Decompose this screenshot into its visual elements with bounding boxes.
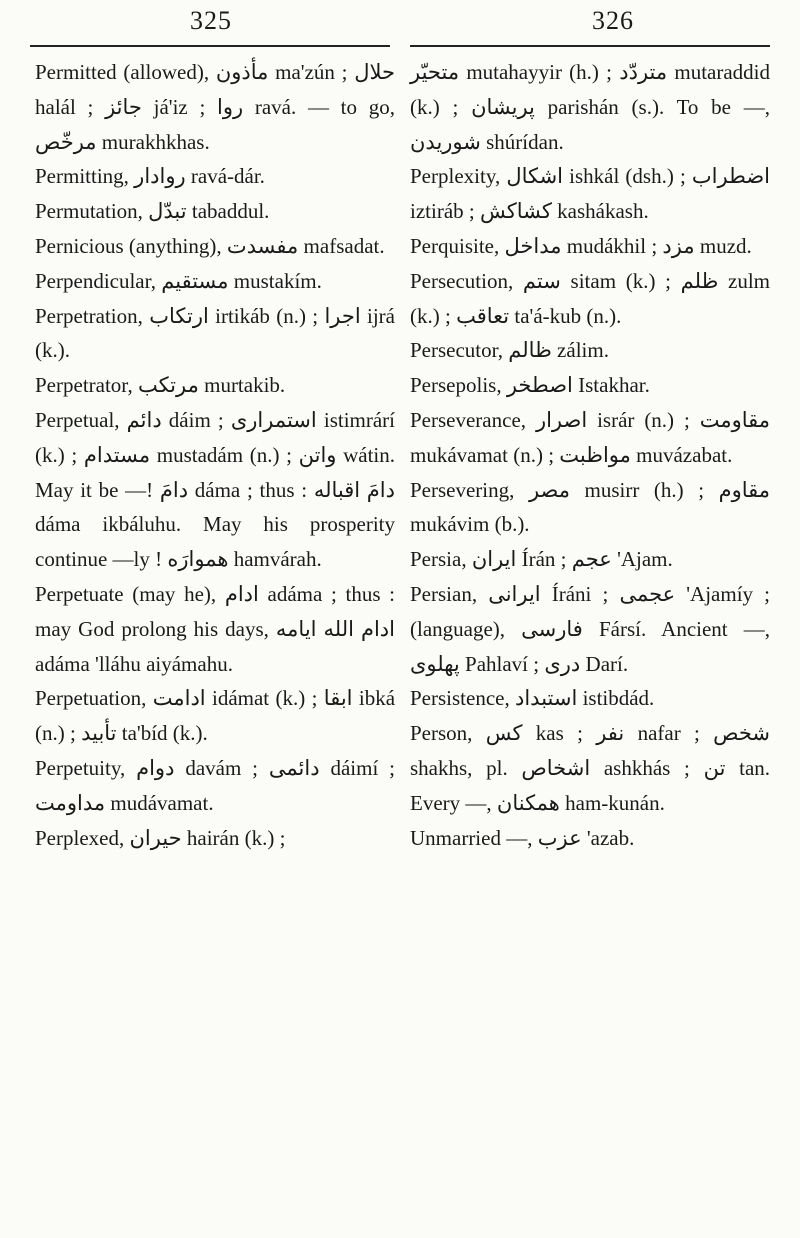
entry: Perplexed, حيران hairán (k.) ; bbox=[35, 825, 286, 850]
entry: Pernicious (anything), مفسدت mafsadat. bbox=[35, 233, 385, 258]
entry: Perpetrator, مرتكب murtakib. bbox=[35, 373, 286, 398]
entry: Permitting, روادار ravá-dár. bbox=[35, 164, 265, 189]
entry: Persecutor, ظالم zálim. bbox=[410, 338, 609, 363]
entry: Perpendicular, مستقيم mustakím. bbox=[35, 268, 322, 293]
entry: Perpetuity, دوام davám ; دائمى dáimí ; مداومت mudávamat. bbox=[35, 755, 395, 815]
entry: Permitted (allowed), مأذون ma'zún ; حلال halál ; جائز já'iz ; روا ravá. — to go, مرخّص murakhkhas. bbox=[35, 60, 395, 154]
entry: Perseverance, اصرار isrár (n.) ; مقاومت mukávamat (n.) ; مواظبت muvázabat. bbox=[410, 407, 771, 467]
entry: متحيّر mutahayyir (h.) ; متردّد mutaraddid (k.) ; پريشان parishán (s.). To be —, شوريدن shúrídan. bbox=[410, 60, 770, 154]
entry: Persia, ايران Írán ; عجم 'Ajam. bbox=[410, 547, 673, 572]
header-rule-right bbox=[410, 45, 770, 47]
entry: Persepolis, اصطخر Istakhar. bbox=[410, 373, 650, 398]
entry: Perquisite, مداخل mudákhil ; مزد muzd. bbox=[410, 233, 752, 258]
right-column bbox=[410, 55, 770, 855]
entry: Perpetration, ارتكاب irtikáb (n.) ; اجرا ijrá (k.). bbox=[35, 303, 396, 363]
header-rule-left bbox=[30, 45, 390, 47]
entry: Permutation, تبدّل tabaddul. bbox=[35, 199, 270, 224]
entry: Unmarried —, عزب 'azab. bbox=[410, 825, 635, 850]
entry: Persecution, ستم sitam (k.) ; ظلم zulm (k.) ; تعاقب ta'á-kub (n.). bbox=[410, 268, 770, 328]
entry: Perpetuate (may he), ادام adáma ; thus : may God prolong his days, ادام الله ايامه adáma 'lláhu aiyámahu. bbox=[35, 581, 395, 676]
left-column bbox=[35, 55, 395, 855]
entry: Persian, ايرانى Íráni ; عجمى 'Ajamíy ; (language), فارسى Fársí. Ancient —, پهلوى Pahlaví ; درى Darí. bbox=[410, 581, 770, 676]
page-number-left: 325 bbox=[190, 6, 232, 35]
page-number-right: 326 bbox=[592, 6, 634, 35]
entry: Perplexity, اشكال ishkál (dsh.) ; اضطراب iztiráb ; كشاكش kashákash. bbox=[410, 164, 770, 224]
entry: Perpetual, دائم dáim ; استمرارى istimrárí (k.) ; مستدام mustadám (n.) ; واتن wátin. May it be —! دامَ dáma ; thus : دامَ اقباله dáma ikbáluhu. May his prosperity continue —ly ! هموارَه hamvárah. bbox=[35, 407, 396, 572]
entry: Person, كس kas ; نفر nafar ; شخص shakhs, pl. اشخاص ashkhás ; تن tan. Every —, همكنان ham-kunán. bbox=[410, 721, 771, 815]
entry: Persistence, استبداد istibdád. bbox=[410, 686, 655, 711]
entry: Perpetuation, ادامت idámat (k.) ; ابقا ibká (n.) ; تأبيد ta'bíd (k.). bbox=[35, 686, 396, 746]
entry: Persevering, مصر musirr (h.) ; مقاوم mukávim (b.). bbox=[410, 477, 770, 537]
